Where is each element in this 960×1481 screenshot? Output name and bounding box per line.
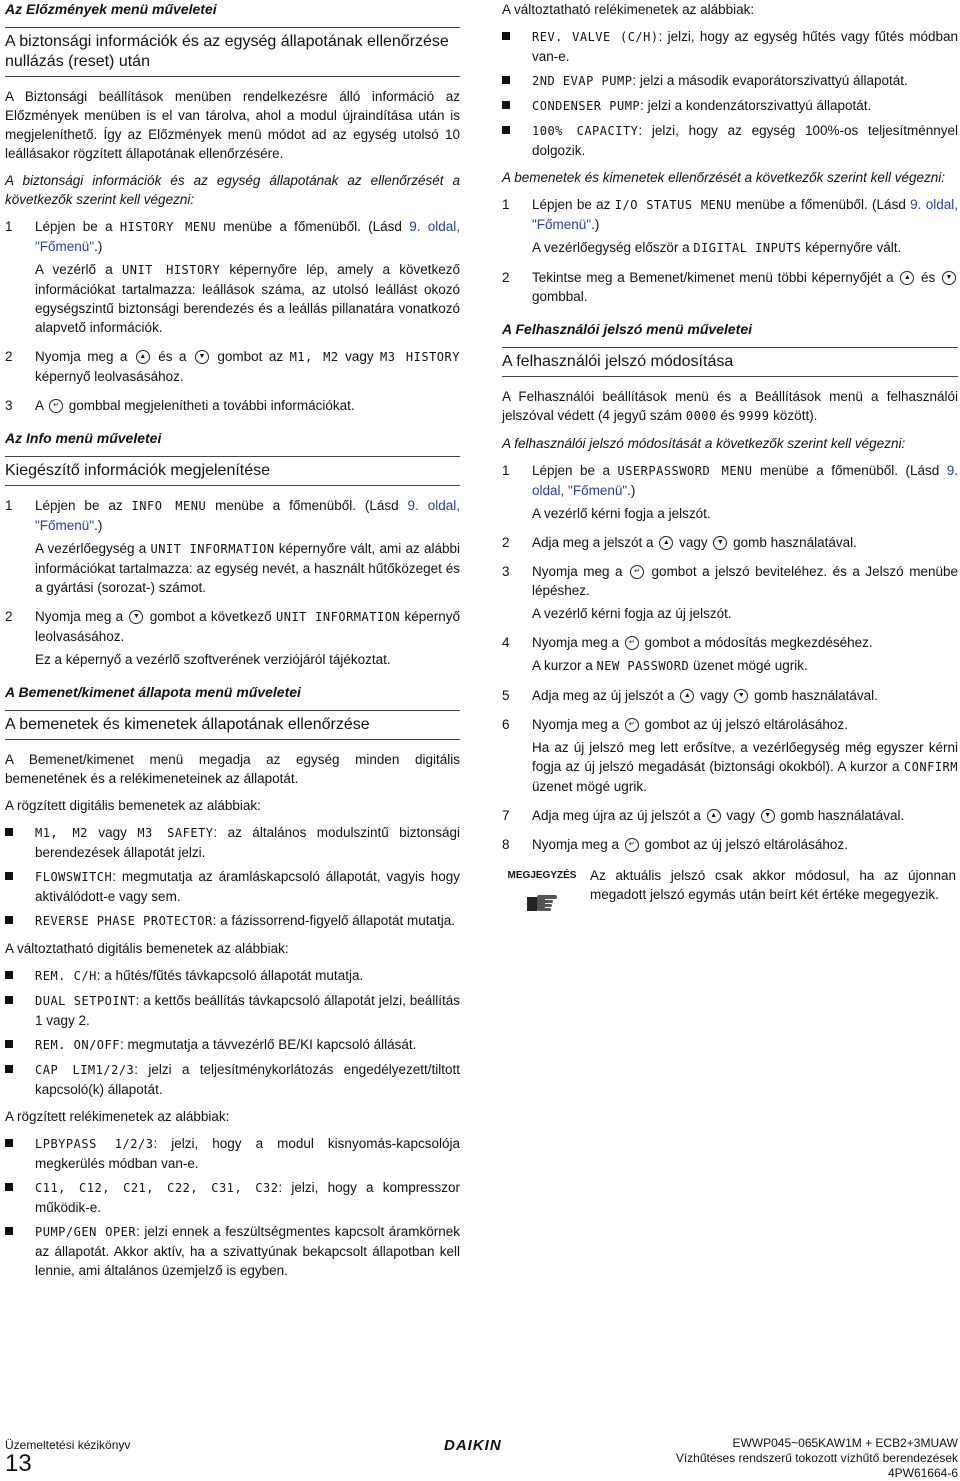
step-number: 7 (502, 808, 510, 823)
history-step-2 (5, 347, 460, 386)
list-item: LPBYPASS 1/2/3: jelzi, hogy a modul kisnyomás-kapcsolója megkerülés módban van-e. (5, 1134, 460, 1173)
enter-button-icon: ↵ (625, 718, 639, 732)
step-number: 2 (502, 535, 510, 550)
variable-outputs-list (502, 27, 958, 160)
up-button-icon: ▲ (136, 350, 150, 364)
step-text: Nyomja meg a ▲ és a ▼ gombot az M1, M2 vagy M3 HISTORY képernyő leolvasásához. (35, 349, 460, 384)
io-section-heading: A Bemenet/kimenet állapota menü műveletei (5, 684, 301, 700)
list-item: 100% CAPACITY: jelzi, hogy az egység 100%-os teljesítménnyel dolgozik. (502, 121, 958, 160)
history-step-1 (5, 217, 460, 337)
step-text: Nyomja meg a ↵ gombot a módosítás megkezdéséhez. (532, 635, 873, 650)
io-step-1 (502, 195, 958, 258)
history-section-heading: Az Előzmények menü műveletei (5, 1, 217, 17)
lcd-label: CONFIRM (903, 760, 958, 774)
history-intro: A biztonsági információk és az egység állapotának az ellenőrzését a következők szerint kell végezni: (5, 173, 460, 207)
step-number: 2 (5, 609, 13, 624)
step-number: 3 (5, 398, 13, 413)
password-box-title: A felhasználói jelszó módosítása (502, 347, 958, 377)
left-column (5, 0, 460, 1288)
io-box-title: A bemenetek és kimenetek állapotának ellenőrzése (5, 710, 460, 740)
step-text: Lépjen be a USERPASSWORD MENU menübe a főmenüből. (Lásd 9. oldal, "Főmenü".) (532, 463, 958, 498)
history-step-3 (5, 396, 460, 415)
step-number: 1 (5, 498, 13, 513)
lcd-label: UNIT HISTORY (122, 263, 221, 277)
fixed-outputs-title: A rögzített relékimenetek az alábbiak: (5, 1109, 230, 1124)
password-section-heading: A Felhasználói jelszó menü műveletei (502, 321, 752, 337)
password-steps (502, 461, 958, 854)
lcd-label: M1, M2 (289, 350, 339, 364)
step-number: 1 (502, 197, 510, 212)
io-steps (502, 195, 958, 306)
step-number: 8 (502, 837, 510, 852)
note-badge (506, 866, 578, 913)
password-step-4 (502, 633, 958, 676)
list-item: DUAL SETPOINT: a kettős beállítás távkapcsoló állapotát jelzi, beállítás 1 vagy 2. (5, 991, 460, 1030)
lcd-label: M3 HISTORY (380, 350, 460, 364)
enter-button-icon: ↵ (630, 565, 644, 579)
down-button-icon: ▼ (195, 350, 209, 364)
down-button-icon: ▼ (942, 271, 956, 285)
page-link[interactable]: 9. oldal, "Főmenü" (532, 197, 958, 232)
password-step-8 (502, 835, 958, 854)
list-item: PUMP/GEN OPER: jelzi ennek a feszültségmentes kapcsolt áramkörnek az állapotát. Akkor aktív, ha a szivattyúnak bekapcsolt állapotban kell lennie, ami általános üzemjelző is egyben. (5, 1222, 460, 1280)
step-text: Adja meg újra az új jelszót a ▲ vagy ▼ gomb használatával. (532, 808, 905, 823)
footer-model: EWWP045~065KAW1M + ECB2+3MUAW (732, 1436, 958, 1450)
password-step-2 (502, 533, 958, 552)
step-text: Adja meg az új jelszót a ▲ vagy ▼ gomb használatával. (532, 688, 878, 703)
footer-description: Vízhűtéses rendszerű tokozott vízhűtő berendezések (675, 1451, 958, 1465)
fixed-inputs-list (5, 823, 460, 931)
enter-button-icon: ↵ (49, 399, 63, 413)
fixed-inputs-title: A rögzített digitális bemenetek az alábbiak: (5, 798, 261, 813)
step-text: Adja meg a jelszót a ▲ vagy ▼ gomb használatával. (532, 535, 857, 550)
history-steps (5, 217, 460, 415)
history-box-title: A biztonsági információk és az egység állapotának ellenőrzése nullázás (reset) után (5, 27, 460, 77)
step-text: Tekintse meg a Bemenet/kimenet menü többi képernyőjét a ▲ és ▼ gombbal. (532, 268, 958, 306)
down-button-icon: ▼ (713, 536, 727, 550)
daikin-logo: DAIKIN (444, 1437, 502, 1454)
step-text: Nyomja meg a ↵ gombot a jelszó beviteléhez. és a Jelszó menübe lépéshez. (532, 564, 958, 598)
footer-right (676, 1436, 958, 1481)
step-text: Lépjen be az INFO MENU menübe a főmenüből. (Lásd 9. oldal, "Főmenü".) (35, 498, 460, 533)
list-item: REM. C/H: a hűtés/fűtés távkapcsoló állapotát mutatja. (5, 966, 460, 986)
info-box-title: Kiegészítő információk megjelenítése (5, 456, 460, 486)
step-text: A ↵ gombbal megjelenítheti a további információkat. (35, 398, 355, 413)
step-text: Lépjen be az I/O STATUS MENU menübe a főmenüből. (Lásd 9. oldal, "Főmenü".) (532, 197, 958, 232)
up-button-icon: ▲ (659, 536, 673, 550)
password-step-5 (502, 686, 958, 705)
variable-inputs-title: A változtatható digitális bemenetek az alábbiak: (5, 941, 289, 956)
io-paragraph: A Bemenet/kimenet menü megadja az egység minden digitális bemenetének és a relékimeneteinek az állapotát. (5, 752, 460, 786)
list-item: FLOWSWITCH: megmutatja az áramláskapcsoló állapotát, vagyis hogy aktiválódott-e vagy sem. (5, 867, 460, 906)
lcd-label: UNIT INFORMATION (276, 610, 401, 624)
note-label: MEGJEGYZÉS (507, 870, 577, 881)
step-detail: A vezérlő kérni fogja az új jelszót. (532, 606, 732, 621)
enter-button-icon: ↵ (625, 838, 639, 852)
list-item: REM. ON/OFF: megmutatja a távvezérlő BE/KI kapcsoló állását. (5, 1035, 460, 1055)
list-item: CONDENSER PUMP: jelzi a kondenzátorszivattyú állapotát. (502, 96, 958, 116)
step-number: 4 (502, 635, 510, 650)
step-detail: A kurzor a NEW PASSWORD üzenet mögé ugrik. (532, 658, 808, 673)
list-item: CAP LIM1/2/3: jelzi a teljesítménykorlátozás engedélyezett/tiltott kapcsoló(k) állapotát. (5, 1060, 460, 1099)
down-button-icon: ▼ (761, 809, 775, 823)
step-text: Lépjen be a HISTORY MENU menübe a főmenüből. (Lásd 9. oldal, "Főmenü".) (35, 219, 460, 254)
page-link[interactable]: 9. oldal, "Főmenü" (532, 463, 958, 498)
step-detail: A vezérlőegység először a DIGITAL INPUTS képernyőre vált. (532, 240, 902, 255)
pointing-hand-icon (525, 889, 559, 913)
info-steps (5, 496, 460, 669)
down-button-icon: ▼ (129, 610, 143, 624)
down-button-icon: ▼ (734, 689, 748, 703)
lcd-label: NEW PASSWORD (596, 659, 690, 673)
step-detail: Ez a képernyő a vezérlő szoftverének verziójáról tájékoztat. (35, 652, 391, 667)
page-number: 13 (5, 1450, 32, 1477)
variable-inputs-list (5, 966, 460, 1099)
step-text: Nyomja meg a ↵ gombot az új jelszó eltárolásához. (532, 717, 848, 732)
lcd-label: I/O STATUS MENU (614, 198, 732, 212)
step-detail: A vezérlő kérni fogja a jelszót. (532, 506, 711, 521)
step-number: 5 (502, 688, 510, 703)
page-link[interactable]: 9. oldal, "Főmenü" (35, 498, 460, 533)
list-item: REV. VALVE (C/H): jelzi, hogy az egység hűtés vagy fűtés módban van-e. (502, 27, 958, 66)
step-number: 6 (502, 717, 510, 732)
step-text: Nyomja meg a ▼ gombot a következő UNIT INFORMATION képernyő leolvasásához. (35, 609, 460, 644)
lcd-label: INFO MENU (131, 499, 207, 513)
list-item: REVERSE PHASE PROTECTOR: a fázissorrend-figyelő állapotát mutatja. (5, 911, 460, 931)
footer-code: 4PW61664-6 (887, 1466, 958, 1480)
lcd-label: UNIT INFORMATION (150, 542, 275, 556)
right-column (502, 0, 958, 930)
step-text: Nyomja meg a ↵ gombot az új jelszó eltárolásához. (532, 837, 848, 852)
lcd-label: DIGITAL INPUTS (693, 241, 802, 255)
step-number: 2 (502, 270, 510, 285)
step-detail: A vezérlő a UNIT HISTORY képernyőre lép, amely a következő információkat tartalmazza: leállások száma, az utolsó leállást okozó egységszintű biztonsági berendezés és a leállás pillanatára vonatkozó alapvető információk. (35, 262, 460, 335)
fixed-outputs-list (5, 1134, 460, 1280)
list-item: 2ND EVAP PUMP: jelzi a második evaporátorszivattyú állapotát. (502, 71, 958, 91)
password-step-1 (502, 461, 958, 523)
password-step-3 (502, 562, 958, 623)
list-item: M1, M2 vagy M3 SAFETY: az általános modulszintű biztonsági berendezések állapotát jelzi. (5, 823, 460, 862)
step-number: 3 (502, 564, 510, 579)
io-check-intro: A bemenetek és kimenetek ellenőrzését a következők szerint kell végezni: (502, 170, 945, 185)
up-button-icon: ▲ (900, 271, 914, 285)
note-box (502, 866, 958, 930)
page-footer (0, 1432, 960, 1481)
password-intro: A felhasználói jelszó módosítását a következők szerint kell végezni: (502, 436, 906, 451)
password-paragraph: A Felhasználói beállítások menü és a Beállítások menü a felhasználói jelszóval védett (4 jegyű szám 0000 és 9999 között). (502, 389, 958, 423)
enter-button-icon: ↵ (625, 636, 639, 650)
up-button-icon: ▲ (707, 809, 721, 823)
footer-doc-type: Üzemeltetési kézikönyv (5, 1438, 131, 1452)
password-step-6 (502, 715, 958, 796)
password-step-7 (502, 806, 958, 825)
note-text: Az aktuális jelszó csak akkor módosul, ha az újonnan megadott jelszó egymás után beírt két értéke megegyezik. (590, 868, 956, 902)
step-detail: A vezérlőegység a UNIT INFORMATION képernyőre vált, ami az alábbi információkat tartalmazza: az egység nevét, a használt hűtőközeget és a gyártási (sorozat-) számot. (35, 541, 461, 595)
up-button-icon: ▲ (680, 689, 694, 703)
io-step-2 (502, 268, 958, 306)
info-step-2 (5, 607, 460, 669)
lcd-label: USERPASSWORD MENU (617, 464, 753, 478)
list-item: C11, C12, C21, C22, C31, C32: jelzi, hogy a kompresszor működik-e. (5, 1178, 460, 1217)
variable-outputs-title: A változtatható relékimenetek az alábbiak: (502, 2, 755, 17)
info-section-heading: Az Info menü műveletei (5, 430, 162, 446)
step-number: 1 (5, 219, 13, 234)
step-detail: Ha az új jelszó meg lett erősítve, a vezérlőegység még egyszer kérni fogja az új jelszó megadását (biztonsági okokból). A kurzor a CONFIRM üzenet mögé ugrik. (532, 740, 958, 794)
info-step-1 (5, 496, 460, 597)
step-number: 2 (5, 349, 13, 364)
page-link[interactable]: 9. oldal, "Főmenü" (35, 219, 460, 254)
history-paragraph: A Biztonsági beállítások menüben rendelkezésre álló információ az Előzmények menüben is el van tárolva, ahol a modul újraindítása után is megjeleníthető. Így az Előzmények menü módot ad az egység utolsó 10 leállásakor rögzített állapotának ellenőrzésére. (5, 89, 460, 161)
step-number: 1 (502, 463, 510, 478)
lcd-label: HISTORY MENU (119, 220, 217, 234)
